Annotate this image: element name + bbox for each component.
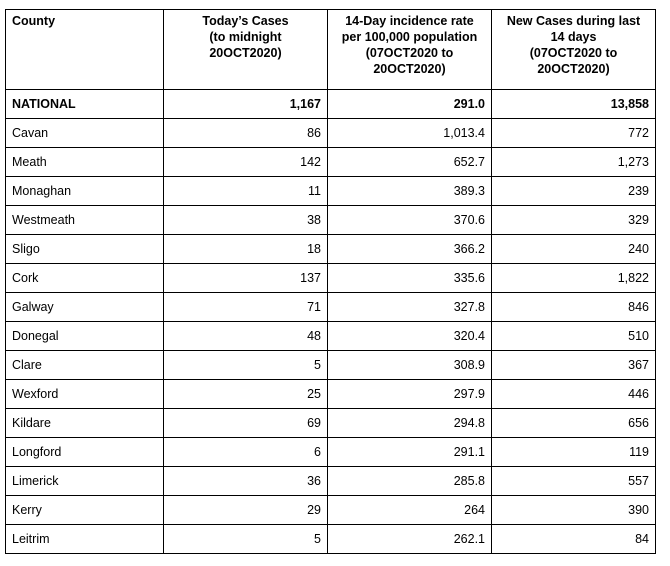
table-row	[6, 380, 656, 409]
cell-todays-cases: 5	[164, 525, 328, 554]
cell-todays-cases: 25	[164, 380, 328, 409]
cell-todays-cases: 71	[164, 293, 328, 322]
table-row	[6, 119, 656, 148]
cell-new-cases: 84	[492, 525, 656, 554]
table-header-row	[6, 10, 656, 90]
cell-todays-cases: 6	[164, 438, 328, 467]
cell-new-cases: 13,858	[492, 90, 656, 119]
cell-todays-cases: 1,167	[164, 90, 328, 119]
cell-todays-cases: 69	[164, 409, 328, 438]
cell-incidence: 370.6	[328, 206, 492, 235]
county-cases-table	[5, 9, 656, 554]
cell-county: Galway	[6, 293, 164, 322]
cell-todays-cases: 137	[164, 264, 328, 293]
cell-new-cases: 656	[492, 409, 656, 438]
cell-incidence: 285.8	[328, 467, 492, 496]
table-row	[6, 525, 656, 554]
table-row	[6, 409, 656, 438]
cell-todays-cases: 29	[164, 496, 328, 525]
cell-new-cases: 510	[492, 322, 656, 351]
cell-todays-cases: 11	[164, 177, 328, 206]
table-row	[6, 351, 656, 380]
cell-new-cases: 446	[492, 380, 656, 409]
cell-county: Wexford	[6, 380, 164, 409]
table-row	[6, 467, 656, 496]
cell-county: Cavan	[6, 119, 164, 148]
cell-new-cases: 846	[492, 293, 656, 322]
cell-incidence: 262.1	[328, 525, 492, 554]
cell-new-cases: 1,822	[492, 264, 656, 293]
table-row	[6, 206, 656, 235]
cell-incidence: 389.3	[328, 177, 492, 206]
cell-county: Kildare	[6, 409, 164, 438]
cell-new-cases: 557	[492, 467, 656, 496]
header-incidence-line: 20OCT2020)	[373, 62, 446, 76]
cell-todays-cases: 5	[164, 351, 328, 380]
cell-new-cases: 240	[492, 235, 656, 264]
cell-new-cases: 772	[492, 119, 656, 148]
cell-county: Donegal	[6, 322, 164, 351]
header-new-cases-line: 20OCT2020)	[537, 62, 610, 76]
table-row	[6, 496, 656, 525]
header-incidence-line: 14-Day incidence rate	[345, 14, 474, 28]
cell-incidence: 652.7	[328, 148, 492, 177]
cell-county: Sligo	[6, 235, 164, 264]
cell-incidence: 294.8	[328, 409, 492, 438]
header-new-cases-line: New Cases during last	[506, 14, 641, 28]
table-row	[6, 148, 656, 177]
header-todays-cases	[164, 10, 328, 90]
header-todays-cases-line: (to midnight	[209, 30, 282, 44]
cell-todays-cases: 48	[164, 322, 328, 351]
cell-county: Cork	[6, 264, 164, 293]
table-body	[6, 90, 656, 554]
cell-incidence: 327.8	[328, 293, 492, 322]
cell-incidence: 366.2	[328, 235, 492, 264]
cell-incidence: 335.6	[328, 264, 492, 293]
header-new-cases-line: 14 days	[550, 30, 597, 44]
cell-county: NATIONAL	[6, 90, 164, 119]
table-row	[6, 293, 656, 322]
cell-new-cases: 367	[492, 351, 656, 380]
cell-incidence: 297.9	[328, 380, 492, 409]
cell-todays-cases: 86	[164, 119, 328, 148]
cell-new-cases: 1,273	[492, 148, 656, 177]
cell-county: Leitrim	[6, 525, 164, 554]
cell-incidence: 1,013.4	[328, 119, 492, 148]
header-incidence-line: (07OCT2020 to	[365, 46, 454, 60]
cell-county: Kerry	[6, 496, 164, 525]
header-new-cases	[492, 10, 656, 90]
cell-county: Clare	[6, 351, 164, 380]
cell-county: Meath	[6, 148, 164, 177]
table-row	[6, 177, 656, 206]
cell-incidence: 308.9	[328, 351, 492, 380]
header-todays-cases-line: Today’s Cases	[202, 14, 289, 28]
header-todays-cases-line: 20OCT2020)	[209, 46, 282, 60]
cell-todays-cases: 38	[164, 206, 328, 235]
cell-new-cases: 119	[492, 438, 656, 467]
table-row	[6, 264, 656, 293]
table-row	[6, 438, 656, 467]
cell-county: Westmeath	[6, 206, 164, 235]
cell-county: Limerick	[6, 467, 164, 496]
table-row	[6, 235, 656, 264]
header-new-cases-line: (07OCT2020 to	[529, 46, 618, 60]
national-row	[6, 90, 656, 119]
cell-incidence: 291.0	[328, 90, 492, 119]
cell-county: Longford	[6, 438, 164, 467]
cell-incidence: 264	[328, 496, 492, 525]
header-county: County	[6, 10, 164, 90]
cell-incidence: 320.4	[328, 322, 492, 351]
table-row	[6, 322, 656, 351]
cell-todays-cases: 142	[164, 148, 328, 177]
cell-county: Monaghan	[6, 177, 164, 206]
cell-incidence: 291.1	[328, 438, 492, 467]
cell-todays-cases: 36	[164, 467, 328, 496]
cell-todays-cases: 18	[164, 235, 328, 264]
cell-new-cases: 239	[492, 177, 656, 206]
cell-new-cases: 329	[492, 206, 656, 235]
cell-new-cases: 390	[492, 496, 656, 525]
header-incidence-line: per 100,000 population	[341, 30, 478, 44]
header-incidence-rate	[328, 10, 492, 90]
